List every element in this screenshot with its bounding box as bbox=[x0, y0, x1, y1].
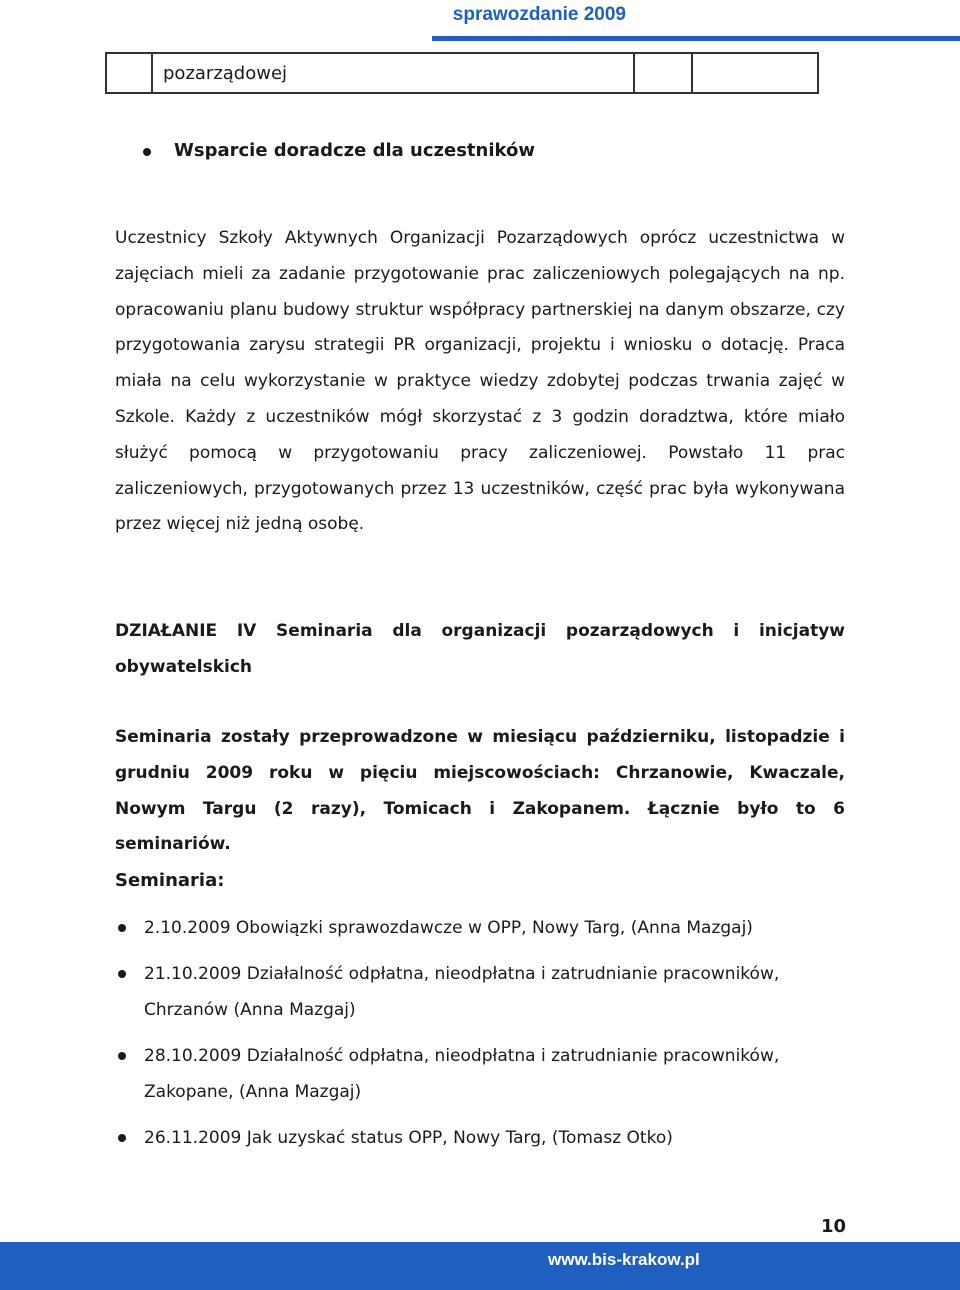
seminars-label: Seminaria: bbox=[115, 870, 225, 891]
table-cell-1 bbox=[106, 53, 152, 93]
list-item: 26.11.2009 Jak uzyskać status OPP, Nowy Targ, (Tomasz Otko) bbox=[115, 1120, 855, 1156]
paragraph-support: Uczestnicy Szkoły Aktywnych Organizacji Pozarządowych oprócz uczestnictwa w zajęciach mieli za zadanie przygotowanie prac zaliczeniowych polegających na np. opracowaniu planu budowy struktur współpracy partnerskiej na danym obszarze, czy przygotowania zarysu strategii PR organizacji, projektu i wniosku o dotację. Praca miała na celu wykorzystanie w praktyce wiedzy zdobytej podczas trwania zajęć w Szkole. Każdy z uczestników mógł skorzystać z 3 godzin doradztwa, które miało służyć pomocą w przygotowaniu pracy zaliczeniowej. Powstało 11 prac zaliczeniowych, przygotowanych przez 13 uczestników, część prac była wykonywana przez więcej niż jedną osobę. bbox=[115, 228, 845, 535]
bullet-heading-text: Wsparcie doradcze dla uczestników bbox=[174, 140, 535, 161]
table-cell-2: pozarządowej bbox=[152, 53, 634, 93]
report-title: sprawozdanie 2009 bbox=[452, 4, 626, 25]
paragraph-seminars: Seminaria zostały przeprowadzone w miesiącu październiku, listopadzie i grudniu 2009 roku w pięciu miejscowościach: Chrzanowie, Kwaczale, Nowym Targu (2 razy), Tomicach i Zakopanem. Łącznie było to 6 seminariów. bbox=[115, 727, 845, 855]
list-item: 21.10.2009 Działalność odpłatna, nieodpłatna i zatrudnianie pracowników, Chrzanów (Anna Mazgaj) bbox=[115, 956, 855, 1028]
table-cell-3 bbox=[634, 53, 692, 93]
table-row bbox=[106, 53, 818, 93]
table-cell-4 bbox=[692, 53, 818, 93]
header-rule bbox=[432, 36, 960, 41]
table-row-continuation bbox=[105, 52, 819, 94]
footer-bar bbox=[0, 1242, 960, 1290]
section-heading-action-iv: DZIAŁANIE IV Seminaria dla organizacji pozarządowych i inicjatyw obywatelskich bbox=[115, 621, 845, 677]
footer-url: www.bis-krakow.pl bbox=[548, 1250, 700, 1269]
bullet-heading bbox=[146, 140, 535, 161]
seminar-list bbox=[115, 910, 855, 1166]
page-number: 10 bbox=[820, 1216, 846, 1237]
list-item: 2.10.2009 Obowiązki sprawozdawcze w OPP, Nowy Targ, (Anna Mazgaj) bbox=[115, 910, 855, 946]
list-item: 28.10.2009 Działalność odpłatna, nieodpłatna i zatrudnianie pracowników, Zakopane, (Anna Mazgaj) bbox=[115, 1038, 855, 1110]
